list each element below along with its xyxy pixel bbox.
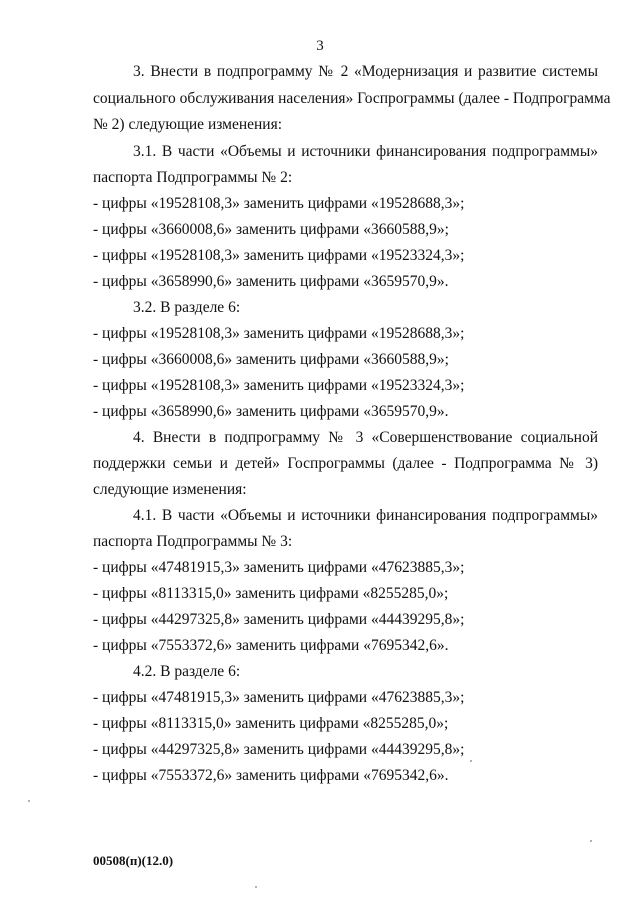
list-item: - цифры «19528108,3» заменить цифрами «19523324,3»; [93,247,465,264]
list-item: - цифры «47481915,3» заменить цифрами «47623885,3»; [93,689,465,706]
scan-speck [255,886,257,888]
list-item: - цифры «47481915,3» заменить цифрами «47623885,3»; [93,559,465,576]
list-item: - цифры «44297325,8» заменить цифрами «44439295,8»; [93,741,465,758]
scan-speck [28,800,30,802]
page-number: 3 [316,38,324,54]
section-heading: 3.2. В разделе 6: [133,299,241,316]
paragraph-line: паспорта Подпрограммы № 3: [93,533,293,550]
paragraph-line: паспорта Подпрограммы № 2: [93,169,293,186]
list-item: - цифры «19528108,3» заменить цифрами «19523324,3»; [93,377,465,394]
paragraph-line: социального обслуживания населения» Госпрограммы (далее - Подпрограмма [93,90,611,107]
paragraph-line: следующие изменения: [93,481,247,498]
list-item: - цифры «19528108,3» заменить цифрами «19528688,3»; [93,325,465,342]
scan-speck [590,840,592,842]
paragraph-line: 4.1. В части «Объемы и источники финансирования подпрограммы» [133,507,598,524]
paragraph-line: 4. Внести в подпрограмму № 3 «Совершенствование социальной [133,429,598,446]
list-item: - цифры «3660008,6» заменить цифрами «3660588,9»; [93,221,449,238]
paragraph-line: 3.1. В части «Объемы и источники финансирования подпрограммы» [133,143,598,160]
list-item: - цифры «7553372,6» заменить цифрами «7695342,6». [93,767,449,784]
list-item: - цифры «3660008,6» заменить цифрами «3660588,9»; [93,351,449,368]
list-item: - цифры «7553372,6» заменить цифрами «7695342,6». [93,637,449,654]
list-item: - цифры «3658990,6» заменить цифрами «3659570,9». [93,273,449,290]
list-item: - цифры «19528108,3» заменить цифрами «19528688,3»; [93,195,465,212]
paragraph-line: 3. Внести в подпрограмму № 2 «Модернизация и развитие системы [133,63,598,80]
list-item: - цифры «8113315,0» заменить цифрами «8255285,0»; [93,585,449,602]
list-item: - цифры «3658990,6» заменить цифрами «3659570,9». [93,403,449,420]
list-item: - цифры «44297325,8» заменить цифрами «44439295,8»; [93,611,465,628]
scan-speck [470,760,472,762]
paragraph-line: № 2) следующие изменения: [93,116,283,133]
list-item: - цифры «8113315,0» заменить цифрами «8255285,0»; [93,715,449,732]
paragraph-line: поддержки семьи и детей» Госпрограммы (далее - Подпрограмма № 3) [93,455,598,472]
document-code: 00508(п)(12.0) [93,853,174,868]
section-heading: 4.2. В разделе 6: [133,663,241,680]
